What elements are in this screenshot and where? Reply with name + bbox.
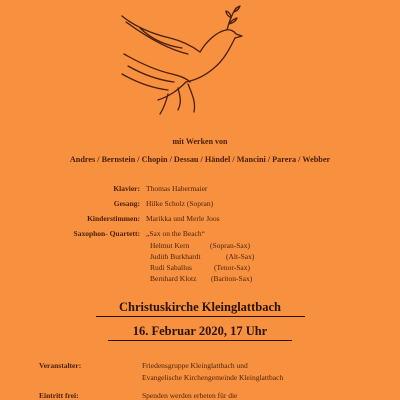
organizer-label: Veranstalter: [39, 361, 82, 370]
performer-name-vocals: Hilke Scholz (Sopran) [146, 199, 214, 208]
composer-list: Andres / Bernstein / Chopin / Dessau / Händel / Mancini / Parera / Webber [69, 155, 331, 164]
quartet-member-role: (Tenor-Sax) [214, 263, 250, 272]
admission-text: Spenden werden erbeten für die [142, 391, 238, 400]
admission-label: Eintritt frei: [39, 391, 79, 400]
performer-name-children: Marikka und Merle Joos [146, 214, 220, 223]
quartet-member-role: (Sopran-Sax) [210, 241, 250, 250]
quartet-member-name: Helmut Kern [150, 241, 190, 250]
quartet-member-name: Bernhard Klotz [150, 274, 197, 283]
performer-name-piano: Thomas Habermaier [146, 184, 208, 193]
venue-underline [96, 316, 305, 317]
quartet-member-role: (Bariton-Sax) [211, 274, 253, 283]
organizer-line: Evangelische Kirchengemeinde Kleinglattbach [142, 373, 284, 382]
performer-label-piano: Klavier: [113, 184, 140, 193]
venue-heading: Christuskirche Kleinglattbach [119, 300, 281, 314]
performer-label-children: Kinderstimmen: [87, 214, 140, 223]
quartet-member-name: Rudi Saballus [150, 263, 192, 272]
works-intro: mit Werken von [172, 137, 228, 146]
quartet-label: Saxophon- Quartett: [73, 229, 140, 238]
peace-dove-illustration [118, 4, 246, 116]
organizer-line: Friedensgruppe Kleinglattbach und [142, 361, 248, 370]
quartet-member-name: Judith Burkhardt [150, 252, 201, 261]
event-date: 16. Februar 2020, 17 Uhr [132, 324, 268, 338]
date-underline [108, 340, 292, 341]
quartet-name: „Sax on the Beach“ [146, 229, 205, 238]
quartet-member-role: (Alt-Sax) [226, 252, 255, 261]
performer-label-vocals: Gesang: [113, 199, 140, 208]
